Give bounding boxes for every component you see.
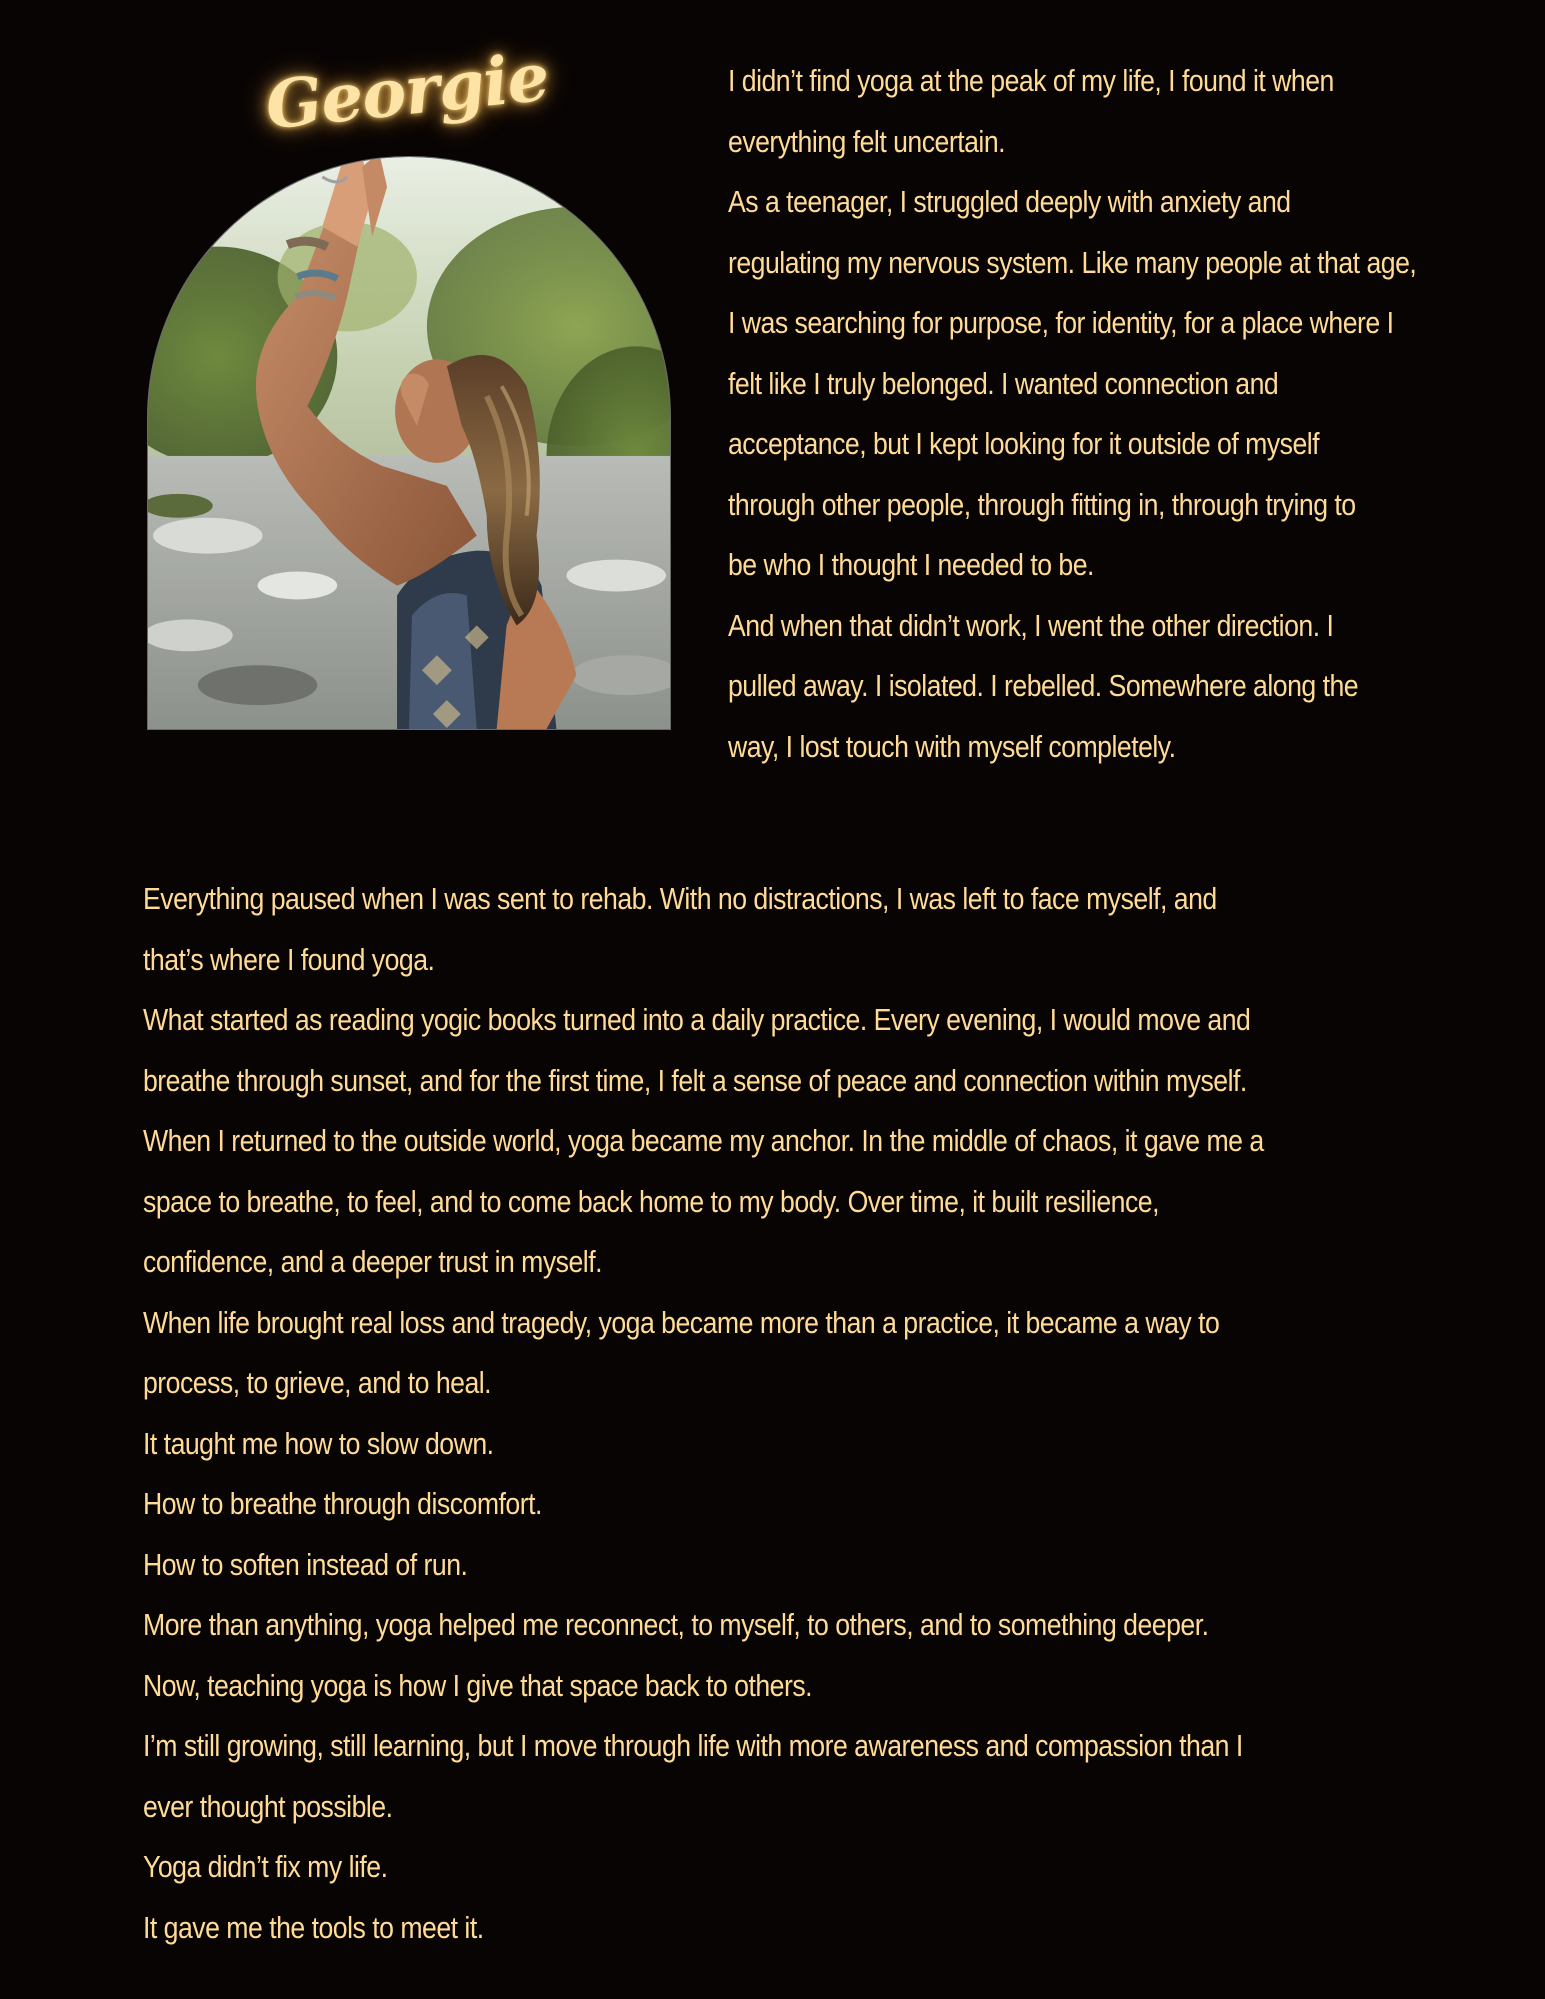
intro-line: way, I lost touch with myself completely. [728,728,1176,764]
story-line: ever thought possible. [143,1788,393,1824]
intro-line: everything felt uncertain. [728,123,1006,159]
yoga-portrait-photo-icon [148,157,670,729]
intro-line: And when that didn’t work, I went the other direction. I [728,607,1334,643]
intro-line: acceptance, but I kept looking for it outside of myself [728,426,1320,461]
story-line: breathe through sunset, and for the first time, I felt a sense of peace and connection within myself. [143,1062,1247,1098]
story-line: What started as reading yogic books turned into a daily practice. Every evening, I would move and [143,1002,1251,1037]
intro-line: regulating my nervous system. Like many people at that age, [728,244,1417,280]
story-line: I’m still growing, still learning, but I move through life with more awareness and compassion than I [143,1728,1243,1763]
story-line: Everything paused when I was sent to rehab. With no distractions, I was left to face myself, and [143,881,1217,916]
story-line: When life brought real loss and tragedy, yoga became more than a practice, it became a way to [143,1304,1220,1340]
story-line: confidence, and a deeper trust in myself. [143,1244,602,1279]
intro-line: felt like I truly belonged. I wanted connection and [728,365,1279,401]
story-line: Now, teaching yoga is how I give that space back to others. [143,1667,813,1703]
intro-line: I didn’t find yoga at the peak of my life, I found it when [728,63,1334,98]
story-line: It gave me the tools to meet it. [143,1909,484,1945]
profile-photo [147,156,671,730]
story-line: It taught me how to slow down. [143,1425,494,1461]
story-line: How to soften instead of run. [143,1546,468,1582]
story-line: process, to grieve, and to heal. [143,1365,492,1400]
intro-line: through other people, through fitting in, through trying to [728,486,1356,522]
story-text [143,869,1473,1958]
intro-line: be who I thought I needed to be. [728,547,1094,582]
intro-line: As a teenager, I struggled deeply with anxiety and [728,184,1291,219]
story-line: When I returned to the outside world, yoga became my anchor. In the middle of chaos, it gave me a [143,1123,1264,1158]
story-line: Yoga didn’t fix my life. [143,1849,388,1884]
intro-line: I was searching for purpose, for identity, for a place where I [728,305,1394,340]
intro-text [728,51,1498,777]
story-line: space to breathe, to feel, and to come back home to my body. Over time, it built resilience, [143,1183,1160,1219]
intro-line: pulled away. I isolated. I rebelled. Somewhere along the [728,668,1359,703]
story-line: that’s where I found yoga. [143,941,435,977]
story-line: More than anything, yoga helped me reconnect, to myself, to others, and to something deeper. [143,1607,1209,1642]
name-heading: Georgie [262,37,552,145]
story-line: How to breathe through discomfort. [143,1486,542,1521]
